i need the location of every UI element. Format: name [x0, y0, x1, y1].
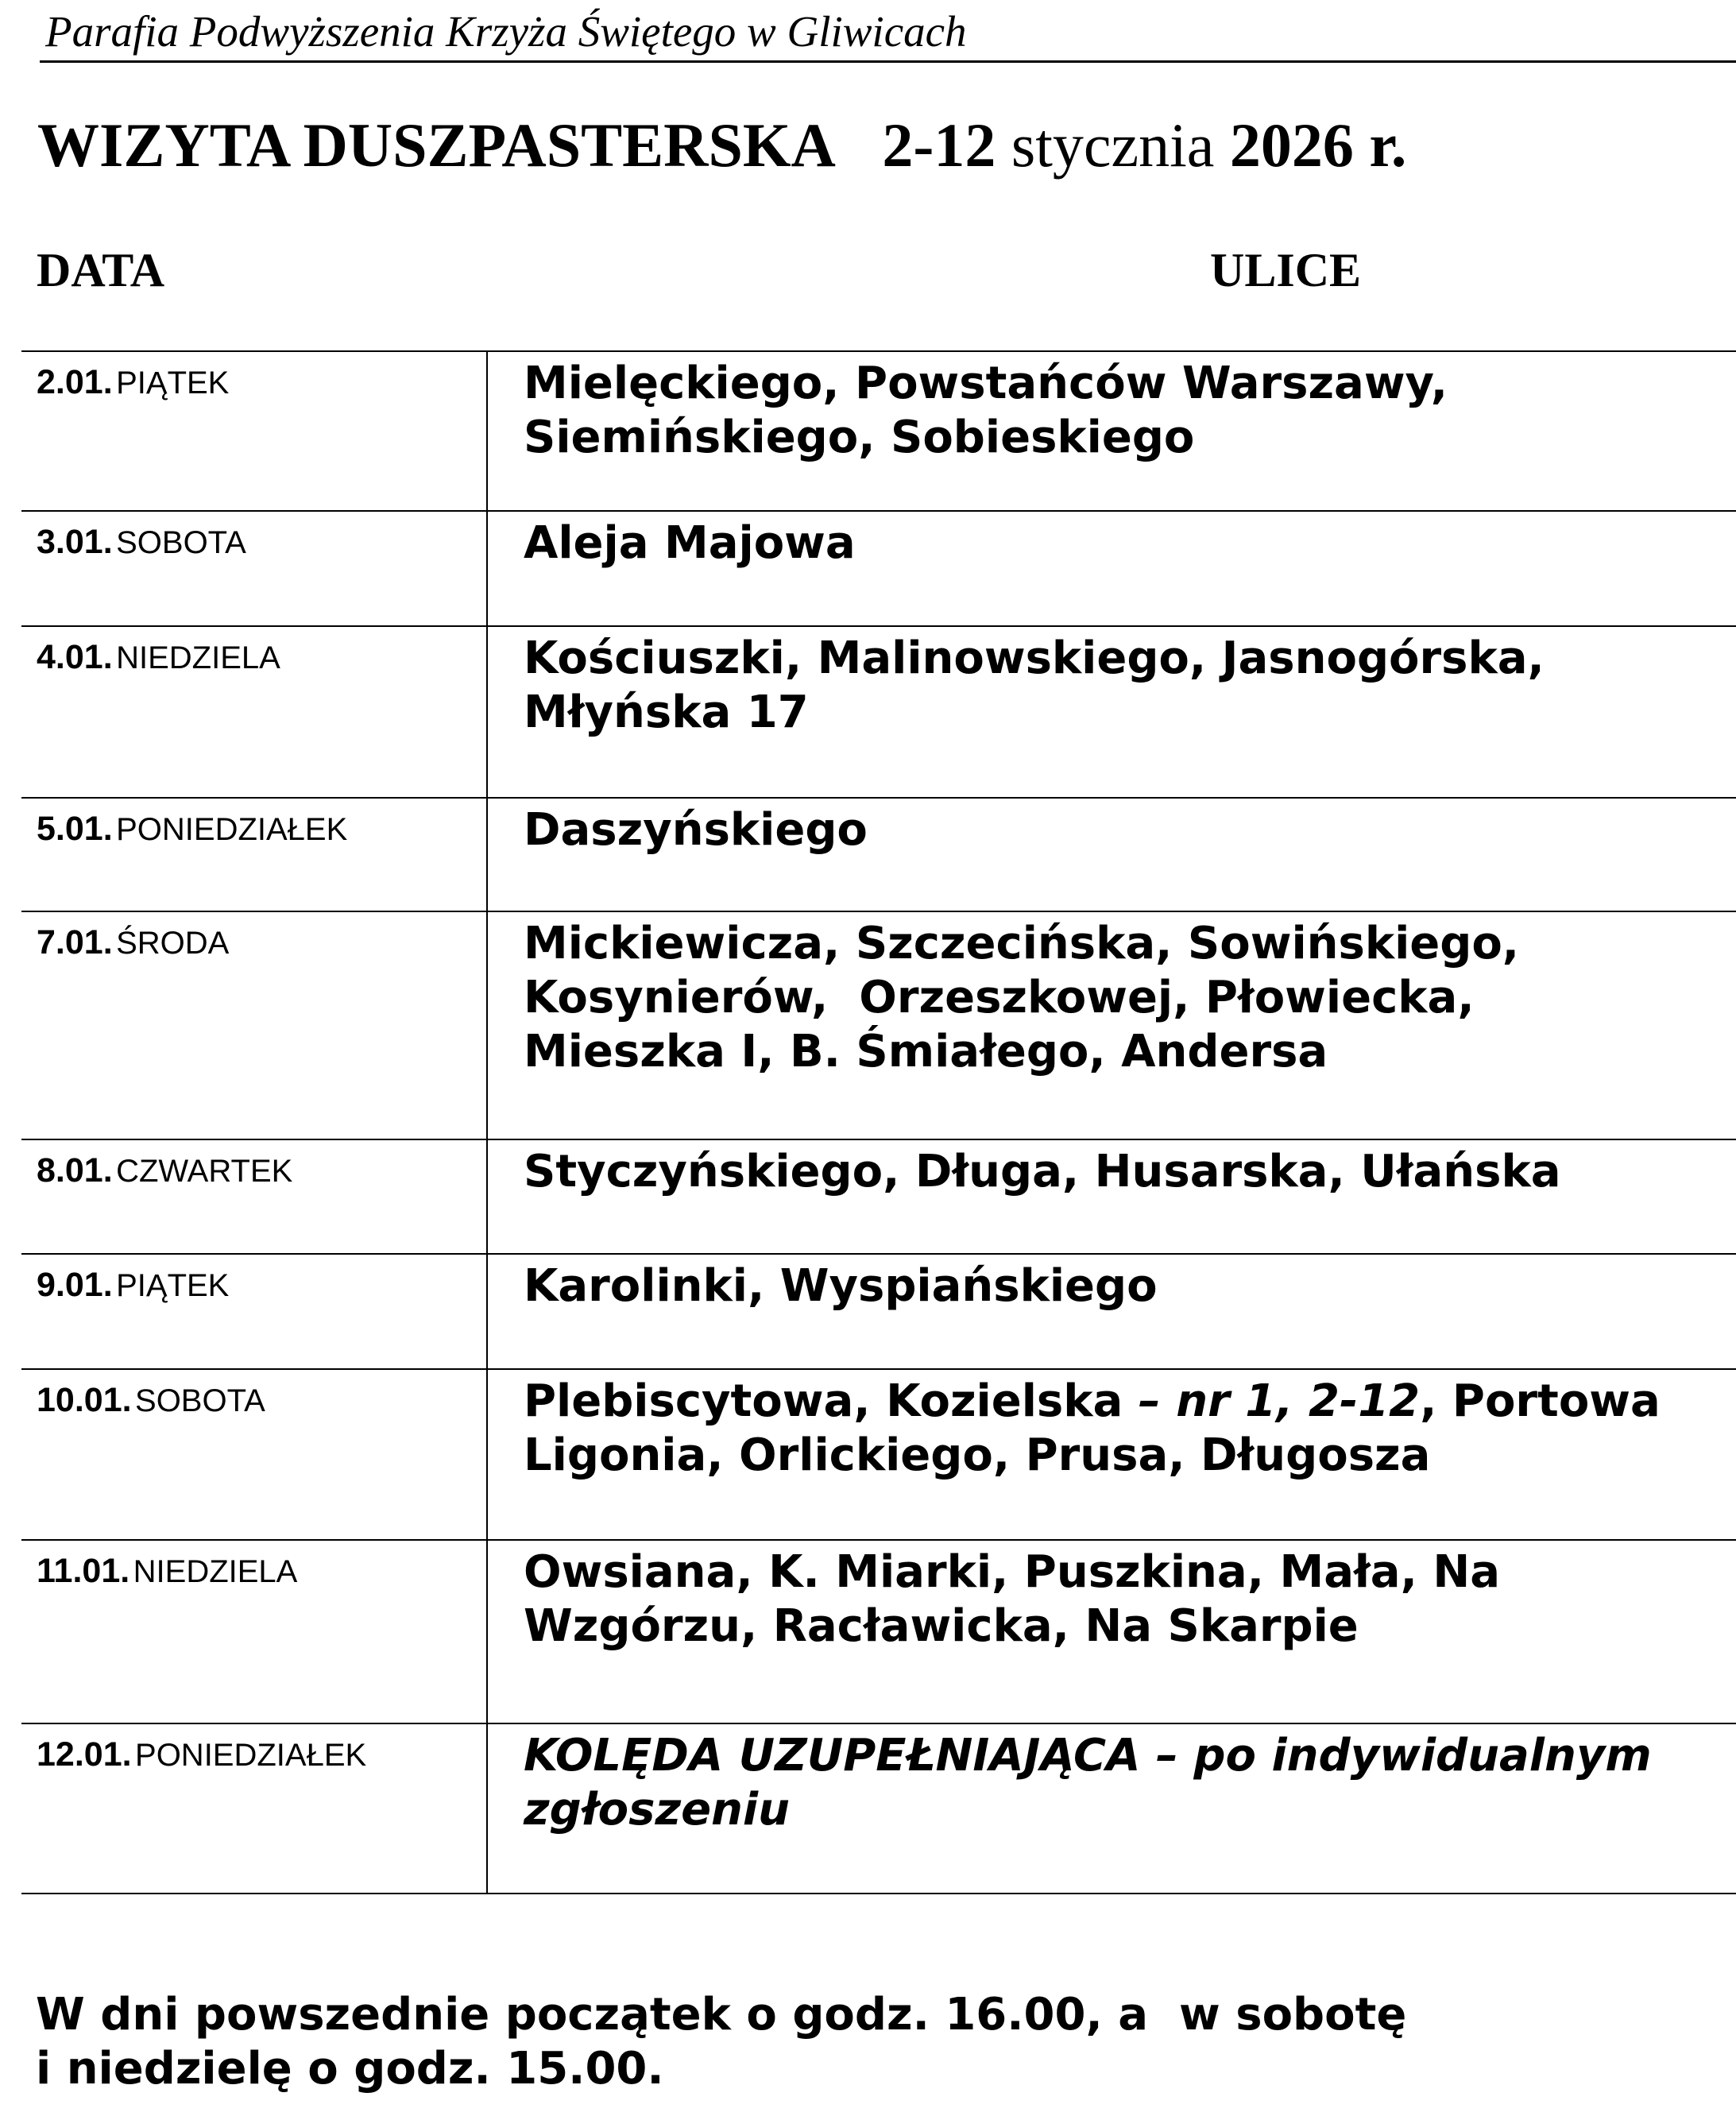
weekday: PIĄTEK	[116, 1268, 230, 1303]
date: 8.01.	[37, 1151, 113, 1190]
street-line: Siemińskiego, Sobieskiego	[524, 412, 1195, 463]
weekday: ŚRODA	[116, 926, 230, 961]
weekday: NIEDZIELA	[116, 640, 280, 675]
street-number-range: – nr 1, 2-12	[1138, 1375, 1421, 1427]
street-line: Karolinki, Wyspiańskiego	[524, 1260, 1158, 1312]
table-row	[21, 1541, 1736, 1724]
table-row	[21, 799, 1736, 912]
table-row	[21, 1140, 1736, 1255]
date: 5.01.	[37, 810, 113, 848]
street-line: zgłoszeniu	[524, 1784, 790, 1836]
date-cell	[21, 1370, 488, 1539]
date: 11.01.	[37, 1552, 130, 1590]
weekday: PIĄTEK	[116, 366, 230, 400]
street-line: Kościuszki, Malinowskiego, Jasnogórska,	[524, 632, 1545, 684]
schedule-table	[21, 350, 1736, 1894]
streets-cell	[488, 512, 1736, 625]
column-header-date: DATA	[37, 244, 165, 296]
street-line: Mieszka I, B. Śmiałego, Andersa	[524, 1026, 1328, 1077]
footer-line: i niedzielę o godz. 15.00.	[36, 2043, 664, 2095]
page-title	[37, 110, 1406, 181]
weekday: PONIEDZIAŁEK	[116, 812, 348, 847]
streets-cell	[488, 627, 1736, 797]
weekday: SOBOTA	[116, 525, 246, 560]
weekday: NIEDZIELA	[133, 1554, 298, 1589]
title-main: WIZYTA DUSZPASTERSKA	[37, 110, 836, 180]
street-line: Mickiewicza, Szczecińska, Sowińskiego,	[524, 918, 1520, 969]
date-cell	[21, 627, 488, 797]
street-line: Mielęckiego, Powstańców Warszawy,	[524, 358, 1448, 409]
street-line: Młyńska 17	[524, 687, 809, 738]
table-row	[21, 1370, 1736, 1541]
date-cell	[21, 1541, 488, 1723]
title-month: stycznia	[1011, 110, 1215, 180]
street-line: Ligonia, Orlickiego, Prusa, Długosza	[524, 1429, 1431, 1481]
parish-name: Parafia Podwyższenia Krzyża Świętego w Gliwicach	[45, 7, 967, 56]
date: 9.01.	[37, 1266, 113, 1304]
table-row	[21, 1724, 1736, 1894]
streets-cell	[488, 912, 1736, 1139]
column-header-streets: ULICE	[1210, 244, 1362, 296]
street-line: Wzgórzu, Racławicka, Na Skarpie	[524, 1600, 1359, 1652]
date-cell	[21, 1724, 488, 1893]
date: 10.01.	[37, 1381, 132, 1419]
date: 12.01.	[37, 1735, 132, 1774]
street-line: Styczyńskiego, Długa, Husarska, Ułańska	[524, 1146, 1561, 1197]
date: 2.01.	[37, 363, 113, 401]
streets-cell	[488, 352, 1736, 510]
streets-cell	[488, 1370, 1736, 1539]
table-row	[21, 352, 1736, 512]
street-line: KOLĘDA UZUPEŁNIAJĄCA – po indywidualnym	[524, 1730, 1652, 1781]
date: 3.01.	[37, 523, 113, 561]
street-line: Aleja Majowa	[524, 517, 856, 569]
date-cell	[21, 512, 488, 625]
table-row	[21, 1255, 1736, 1370]
footer-note	[36, 1988, 1406, 2096]
street-text: Plebiscytowa, Kozielska	[524, 1375, 1139, 1427]
date: 4.01.	[37, 638, 113, 676]
table-row	[21, 512, 1736, 627]
date-cell	[21, 1140, 488, 1253]
streets-cell	[488, 1724, 1736, 1893]
weekday: SOBOTA	[135, 1383, 265, 1418]
title-year: 2026 r.	[1229, 110, 1407, 180]
streets-cell	[488, 799, 1736, 911]
street-line: Daszyńskiego	[524, 804, 868, 856]
table-row	[21, 627, 1736, 799]
streets-cell	[488, 1140, 1736, 1253]
date: 7.01.	[37, 923, 113, 961]
street-line: Owsiana, K. Miarki, Puszkina, Mała, Na	[524, 1546, 1500, 1598]
street-text: , Portowa	[1420, 1375, 1661, 1427]
header-divider	[40, 60, 1736, 63]
street-line	[524, 1375, 1736, 1429]
date-cell	[21, 912, 488, 1139]
date-cell	[21, 799, 488, 911]
streets-cell	[488, 1541, 1736, 1723]
weekday: CZWARTEK	[116, 1154, 293, 1189]
footer-line: W dni powszednie początek o godz. 16.00, a w sobotę	[36, 1989, 1407, 2041]
date-cell	[21, 352, 488, 510]
streets-cell	[488, 1255, 1736, 1368]
date-cell	[21, 1255, 488, 1368]
title-range: 2-12	[882, 110, 996, 180]
table-row	[21, 912, 1736, 1140]
street-line: Kosynierów, Orzeszkowej, Płowiecka,	[524, 972, 1475, 1023]
weekday: PONIEDZIAŁEK	[135, 1738, 367, 1773]
